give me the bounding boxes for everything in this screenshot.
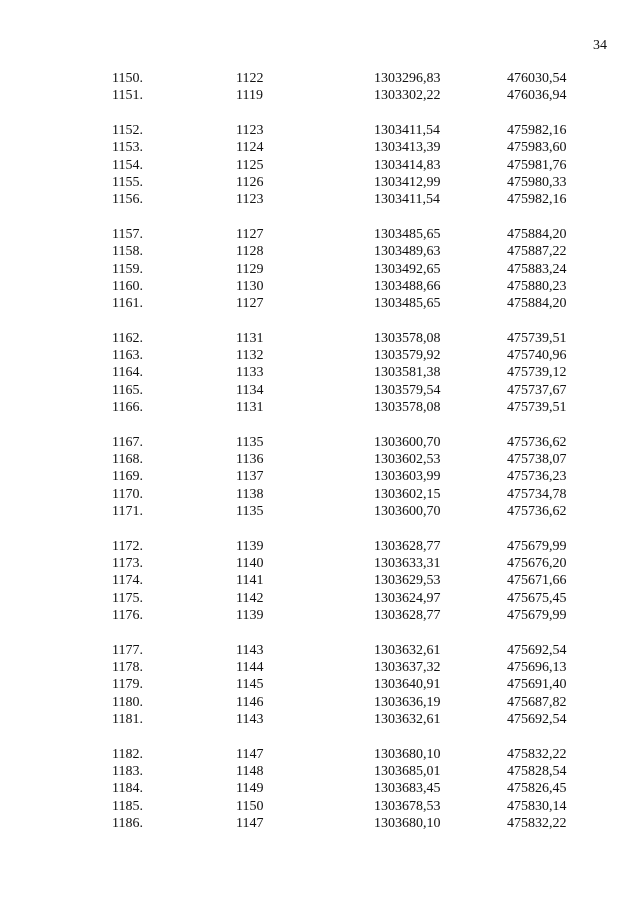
row-number: 1181. <box>112 712 143 728</box>
point-number: 1141 <box>236 573 264 589</box>
table-row <box>0 70 640 87</box>
y-coordinate: 475675,45 <box>507 590 567 606</box>
x-coordinate: 1303581,38 <box>374 365 441 381</box>
x-coordinate: 1303602,53 <box>374 452 441 468</box>
x-coordinate: 1303680,10 <box>374 816 441 832</box>
row-number: 1157. <box>112 226 143 242</box>
x-coordinate: 1303578,08 <box>374 400 441 416</box>
y-coordinate: 475737,67 <box>507 382 567 398</box>
y-coordinate: 475739,51 <box>507 330 567 346</box>
coordinate-group <box>0 330 640 417</box>
y-coordinate: 475832,22 <box>507 816 567 832</box>
y-coordinate: 475696,13 <box>507 659 567 675</box>
table-row <box>0 434 640 451</box>
row-number: 1175. <box>112 590 143 606</box>
table-row <box>0 261 640 278</box>
table-row <box>0 590 640 607</box>
table-row <box>0 243 640 260</box>
table-row <box>0 694 640 711</box>
x-coordinate: 1303678,53 <box>374 798 441 814</box>
point-number: 1145 <box>236 677 264 693</box>
x-coordinate: 1303485,65 <box>374 226 441 242</box>
point-number: 1132 <box>236 348 264 364</box>
y-coordinate: 475980,33 <box>507 174 567 190</box>
y-coordinate: 475826,45 <box>507 781 567 797</box>
row-number: 1177. <box>112 642 143 658</box>
y-coordinate: 475739,51 <box>507 400 567 416</box>
y-coordinate: 475830,14 <box>507 798 567 814</box>
row-number: 1154. <box>112 157 143 173</box>
row-number: 1155. <box>112 174 143 190</box>
table-row <box>0 746 640 763</box>
table-row <box>0 711 640 728</box>
coordinate-group <box>0 226 640 313</box>
point-number: 1146 <box>236 694 264 710</box>
x-coordinate: 1303629,53 <box>374 573 441 589</box>
y-coordinate: 475692,54 <box>507 712 567 728</box>
x-coordinate: 1303411,54 <box>374 122 440 138</box>
x-coordinate: 1303579,54 <box>374 382 441 398</box>
y-coordinate: 475679,99 <box>507 608 567 624</box>
point-number: 1137 <box>236 469 264 485</box>
y-coordinate: 476036,94 <box>507 88 567 104</box>
table-row <box>0 815 640 832</box>
point-number: 1123 <box>236 122 264 138</box>
point-number: 1125 <box>236 157 264 173</box>
y-coordinate: 475832,22 <box>507 746 567 762</box>
table-row <box>0 364 640 381</box>
point-number: 1122 <box>236 71 264 86</box>
row-number: 1172. <box>112 538 143 554</box>
point-number: 1123 <box>236 192 264 208</box>
y-coordinate: 475736,23 <box>507 469 567 485</box>
x-coordinate: 1303603,99 <box>374 469 441 485</box>
coordinate-group <box>0 70 640 105</box>
y-coordinate: 475887,22 <box>507 244 567 260</box>
x-coordinate: 1303600,70 <box>374 434 441 450</box>
point-number: 1138 <box>236 486 264 502</box>
point-number: 1127 <box>236 226 264 242</box>
point-number: 1150 <box>236 798 264 814</box>
x-coordinate: 1303624,97 <box>374 590 441 606</box>
row-number: 1176. <box>112 608 143 624</box>
table-row <box>0 382 640 399</box>
point-number: 1148 <box>236 763 264 779</box>
point-number: 1133 <box>236 365 264 381</box>
y-coordinate: 475691,40 <box>507 677 567 693</box>
y-coordinate: 475982,16 <box>507 192 567 208</box>
row-number: 1150. <box>112 71 143 86</box>
y-coordinate: 475740,96 <box>507 348 567 364</box>
point-number: 1147 <box>236 816 264 832</box>
row-number: 1166. <box>112 400 143 416</box>
row-number: 1160. <box>112 278 143 294</box>
point-number: 1139 <box>236 538 264 554</box>
x-coordinate: 1303683,45 <box>374 781 441 797</box>
row-number: 1162. <box>112 330 143 346</box>
x-coordinate: 1303602,15 <box>374 486 441 502</box>
point-number: 1130 <box>236 278 264 294</box>
y-coordinate: 475884,20 <box>507 296 567 312</box>
y-coordinate: 475692,54 <box>507 642 567 658</box>
y-coordinate: 475883,24 <box>507 261 567 277</box>
point-number: 1129 <box>236 261 264 277</box>
row-number: 1161. <box>112 296 143 312</box>
table-row <box>0 122 640 139</box>
y-coordinate: 475982,16 <box>507 122 567 138</box>
x-coordinate: 1303640,91 <box>374 677 441 693</box>
y-coordinate: 475734,78 <box>507 486 567 502</box>
y-coordinate: 475676,20 <box>507 555 567 571</box>
x-coordinate: 1303632,61 <box>374 642 441 658</box>
point-number: 1147 <box>236 746 264 762</box>
row-number: 1164. <box>112 365 143 381</box>
x-coordinate: 1303633,31 <box>374 555 441 571</box>
point-number: 1142 <box>236 590 264 606</box>
x-coordinate: 1303412,99 <box>374 174 441 190</box>
point-number: 1131 <box>236 330 264 346</box>
coordinate-group <box>0 434 640 521</box>
y-coordinate: 475687,82 <box>507 694 567 710</box>
point-number: 1134 <box>236 382 264 398</box>
point-number: 1143 <box>236 712 264 728</box>
row-number: 1153. <box>112 140 143 156</box>
table-row <box>0 226 640 243</box>
table-row <box>0 191 640 208</box>
table-row <box>0 347 640 364</box>
x-coordinate: 1303628,77 <box>374 608 441 624</box>
x-coordinate: 1303578,08 <box>374 330 441 346</box>
row-number: 1182. <box>112 746 143 762</box>
table-row <box>0 676 640 693</box>
y-coordinate: 476030,54 <box>507 71 567 86</box>
table-row <box>0 330 640 347</box>
table-row <box>0 295 640 312</box>
x-coordinate: 1303489,63 <box>374 244 441 260</box>
row-number: 1169. <box>112 469 143 485</box>
coordinate-group <box>0 746 640 833</box>
x-coordinate: 1303636,19 <box>374 694 441 710</box>
row-number: 1151. <box>112 88 143 104</box>
row-number: 1171. <box>112 504 143 520</box>
coordinate-group <box>0 122 640 209</box>
y-coordinate: 475671,66 <box>507 573 567 589</box>
table-row <box>0 278 640 295</box>
y-coordinate: 475679,99 <box>507 538 567 554</box>
table-row <box>0 87 640 104</box>
row-number: 1163. <box>112 348 143 364</box>
point-number: 1135 <box>236 504 264 520</box>
row-number: 1185. <box>112 798 143 814</box>
table-row <box>0 659 640 676</box>
point-number: 1119 <box>236 88 263 104</box>
table-row <box>0 763 640 780</box>
row-number: 1184. <box>112 781 143 797</box>
page-number: 34 <box>593 38 607 53</box>
row-number: 1178. <box>112 659 143 675</box>
x-coordinate: 1303488,66 <box>374 278 441 294</box>
point-number: 1135 <box>236 434 264 450</box>
table-row <box>0 555 640 572</box>
y-coordinate: 475736,62 <box>507 504 567 520</box>
x-coordinate: 1303492,65 <box>374 261 441 277</box>
table-row <box>0 780 640 797</box>
x-coordinate: 1303414,83 <box>374 157 441 173</box>
row-number: 1167. <box>112 434 143 450</box>
table-row <box>0 399 640 416</box>
row-number: 1170. <box>112 486 143 502</box>
row-number: 1180. <box>112 694 143 710</box>
row-number: 1183. <box>112 763 143 779</box>
table-row <box>0 572 640 589</box>
point-number: 1128 <box>236 244 264 260</box>
x-coordinate: 1303628,77 <box>374 538 441 554</box>
row-number: 1159. <box>112 261 143 277</box>
point-number: 1149 <box>236 781 264 797</box>
row-number: 1179. <box>112 677 143 693</box>
x-coordinate: 1303413,39 <box>374 140 441 156</box>
coordinate-table <box>0 70 640 849</box>
x-coordinate: 1303302,22 <box>374 88 441 104</box>
point-number: 1139 <box>236 608 264 624</box>
y-coordinate: 475983,60 <box>507 140 567 156</box>
table-row <box>0 798 640 815</box>
table-row <box>0 157 640 174</box>
x-coordinate: 1303685,01 <box>374 763 441 779</box>
row-number: 1173. <box>112 555 143 571</box>
table-row <box>0 642 640 659</box>
point-number: 1140 <box>236 555 264 571</box>
x-coordinate: 1303485,65 <box>374 296 441 312</box>
row-number: 1156. <box>112 192 143 208</box>
table-row <box>0 468 640 485</box>
point-number: 1127 <box>236 296 264 312</box>
table-row <box>0 174 640 191</box>
table-row <box>0 538 640 555</box>
coordinate-group <box>0 642 640 729</box>
table-row <box>0 139 640 156</box>
x-coordinate: 1303296,83 <box>374 71 441 86</box>
y-coordinate: 475736,62 <box>507 434 567 450</box>
x-coordinate: 1303600,70 <box>374 504 441 520</box>
y-coordinate: 475884,20 <box>507 226 567 242</box>
point-number: 1136 <box>236 452 264 468</box>
table-row <box>0 503 640 520</box>
table-row <box>0 607 640 624</box>
point-number: 1144 <box>236 659 264 675</box>
table-row <box>0 451 640 468</box>
y-coordinate: 475739,12 <box>507 365 567 381</box>
y-coordinate: 475828,54 <box>507 763 567 779</box>
y-coordinate: 475880,23 <box>507 278 567 294</box>
point-number: 1124 <box>236 140 264 156</box>
row-number: 1186. <box>112 816 143 832</box>
coordinate-group <box>0 538 640 625</box>
table-row <box>0 486 640 503</box>
point-number: 1126 <box>236 174 264 190</box>
row-number: 1174. <box>112 573 143 589</box>
x-coordinate: 1303637,32 <box>374 659 441 675</box>
row-number: 1168. <box>112 452 143 468</box>
row-number: 1165. <box>112 382 143 398</box>
row-number: 1158. <box>112 244 143 260</box>
x-coordinate: 1303680,10 <box>374 746 441 762</box>
x-coordinate: 1303411,54 <box>374 192 440 208</box>
point-number: 1143 <box>236 642 264 658</box>
row-number: 1152. <box>112 122 143 138</box>
y-coordinate: 475981,76 <box>507 157 567 173</box>
x-coordinate: 1303579,92 <box>374 348 441 364</box>
point-number: 1131 <box>236 400 264 416</box>
x-coordinate: 1303632,61 <box>374 712 441 728</box>
y-coordinate: 475738,07 <box>507 452 567 468</box>
